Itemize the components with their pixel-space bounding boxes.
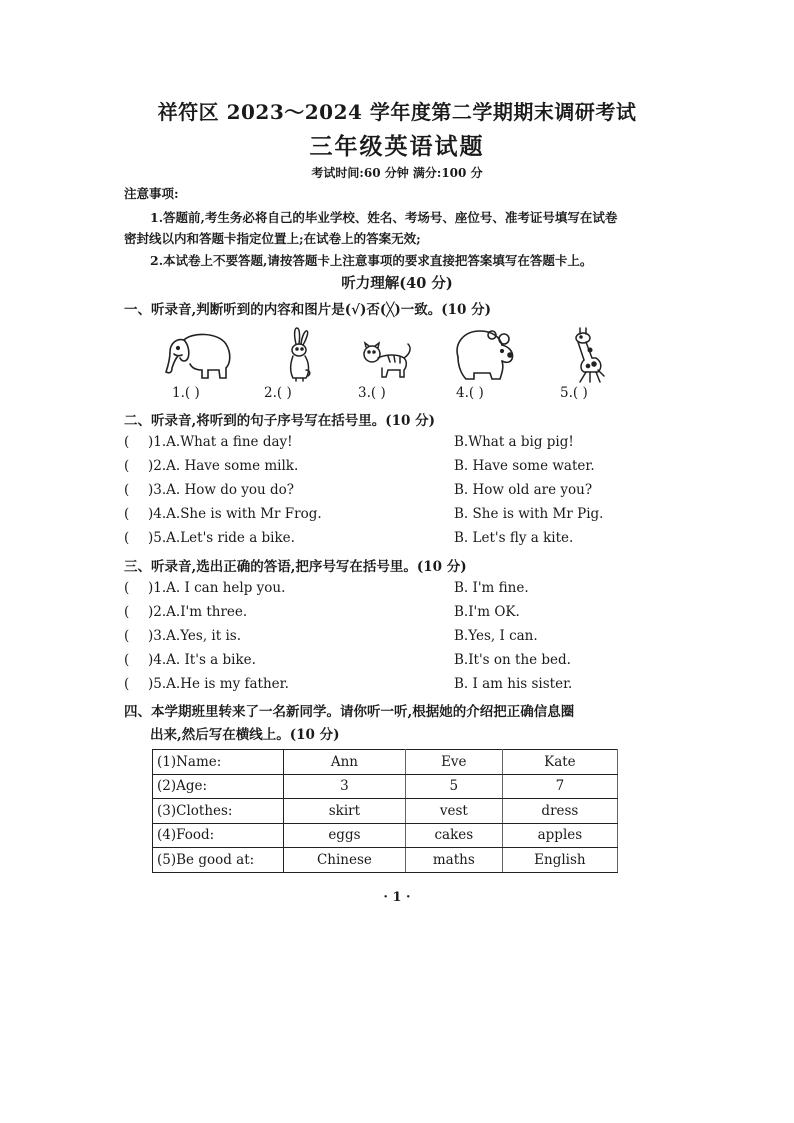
notice-heading: 注意事项: bbox=[124, 186, 179, 201]
row-label: (5)Be good at: bbox=[153, 848, 284, 873]
option-a: )1.A.What a fine day! bbox=[148, 434, 293, 450]
notice-line-1: 1.答题前,考生务必将自己的毕业学校、姓名、考场号、座位号、准考证号填写在试卷 bbox=[150, 210, 618, 225]
info-table bbox=[152, 749, 618, 873]
option-a: )2.A. Have some milk. bbox=[148, 458, 299, 474]
listening-heading: 听力理解(40 分) bbox=[341, 275, 453, 292]
bracket: ( bbox=[124, 506, 130, 522]
table-row bbox=[153, 848, 618, 873]
option-cell: skirt bbox=[284, 799, 406, 824]
option-cell: Ann bbox=[284, 750, 406, 775]
row-label: (2)Age: bbox=[153, 774, 284, 799]
row-label: (3)Clothes: bbox=[153, 799, 284, 824]
option-cell: dress bbox=[502, 799, 617, 824]
option-cell: 7 bbox=[502, 774, 617, 799]
notice-line-1b: 密封线以内和答题卡指定位置上;在试卷上的答案无效; bbox=[124, 231, 421, 246]
row-label: (4)Food: bbox=[153, 823, 284, 848]
option-cell: maths bbox=[405, 848, 502, 873]
option-a: )1.A. I can help you. bbox=[148, 580, 286, 596]
part1-heading: 一、听录音,判断听到的内容和图片是(√)否(╳)一致。(10 分) bbox=[124, 302, 492, 318]
pic-label-5: 5.( ) bbox=[560, 385, 588, 401]
table-row bbox=[153, 774, 618, 799]
option-cell: apples bbox=[502, 823, 617, 848]
bracket: ( bbox=[124, 676, 130, 692]
option-cell: vest bbox=[405, 799, 502, 824]
pic-label-2: 2.( ) bbox=[264, 385, 292, 401]
option-cell: Eve bbox=[405, 750, 502, 775]
option-a: )2.A.I'm three. bbox=[148, 604, 248, 620]
part2-heading: 二、听录音,将听到的句子序号写在括号里。(10 分) bbox=[124, 413, 435, 429]
option-a: )5.A.Let's ride a bike. bbox=[148, 530, 295, 546]
table-row bbox=[153, 823, 618, 848]
option-b: B. Have some water. bbox=[454, 458, 595, 474]
exam-subtitle: 三年级英语试题 bbox=[309, 133, 485, 160]
option-b: B. How old are you? bbox=[454, 482, 593, 498]
option-cell: 5 bbox=[405, 774, 502, 799]
table-row bbox=[153, 799, 618, 824]
row-label: (1)Name: bbox=[153, 750, 284, 775]
tiger-icon bbox=[360, 340, 414, 380]
option-cell: eggs bbox=[284, 823, 406, 848]
option-a: )4.A.She is with Mr Frog. bbox=[148, 506, 322, 522]
bracket: ( bbox=[124, 530, 130, 546]
option-cell: Chinese bbox=[284, 848, 406, 873]
bracket: ( bbox=[124, 580, 130, 596]
option-cell: cakes bbox=[405, 823, 502, 848]
part3-heading: 三、听录音,选出正确的答语,把序号写在括号里。(10 分) bbox=[124, 559, 467, 575]
bracket: ( bbox=[124, 652, 130, 668]
exam-info: 考试时间:60 分钟 满分:100 分 bbox=[311, 166, 483, 180]
option-cell: English bbox=[502, 848, 617, 873]
option-b: B.I'm OK. bbox=[454, 604, 520, 620]
bear-icon bbox=[452, 327, 518, 383]
bracket: ( bbox=[124, 604, 130, 620]
option-a: )4.A. It's a bike. bbox=[148, 652, 256, 668]
bracket: ( bbox=[124, 628, 130, 644]
pic-label-1: 1.( ) bbox=[172, 385, 200, 401]
bracket: ( bbox=[124, 434, 130, 450]
pic-label-3: 3.( ) bbox=[358, 385, 386, 401]
rabbit-icon bbox=[284, 326, 316, 382]
bracket: ( bbox=[124, 458, 130, 474]
part4-heading-2: 出来,然后写在横线上。(10 分) bbox=[150, 727, 340, 743]
option-b: B. I am his sister. bbox=[454, 676, 573, 692]
page-number: · 1 · bbox=[383, 890, 411, 905]
option-b: B. Let's fly a kite. bbox=[454, 530, 574, 546]
option-a: )5.A.He is my father. bbox=[148, 676, 289, 692]
option-a: )3.A. How do you do? bbox=[148, 482, 295, 498]
option-b: B.What a big pig! bbox=[454, 434, 574, 450]
notice-line-2: 2.本试卷上不要答题,请按答题卡上注意事项的要求直接把答案填写在答题卡上。 bbox=[150, 253, 593, 268]
option-cell: Kate bbox=[502, 750, 617, 775]
option-b: B. I'm fine. bbox=[454, 580, 529, 596]
pic-label-4: 4.( ) bbox=[456, 385, 484, 401]
table-row bbox=[153, 750, 618, 775]
part4-heading: 四、本学期班里转来了一名新同学。请你听一听,根据她的介绍把正确信息圈 bbox=[124, 704, 575, 720]
bracket: ( bbox=[124, 482, 130, 498]
elephant-icon bbox=[162, 328, 234, 380]
option-b: B. She is with Mr Pig. bbox=[454, 506, 604, 522]
option-b: B.Yes, I can. bbox=[454, 628, 538, 644]
option-b: B.It's on the bed. bbox=[454, 652, 571, 668]
exam-title: 祥符区 2023～2024 学年度第二学期期末调研考试 bbox=[157, 100, 637, 124]
option-a: )3.A.Yes, it is. bbox=[148, 628, 241, 644]
option-cell: 3 bbox=[284, 774, 406, 799]
giraffe-icon bbox=[566, 324, 606, 384]
